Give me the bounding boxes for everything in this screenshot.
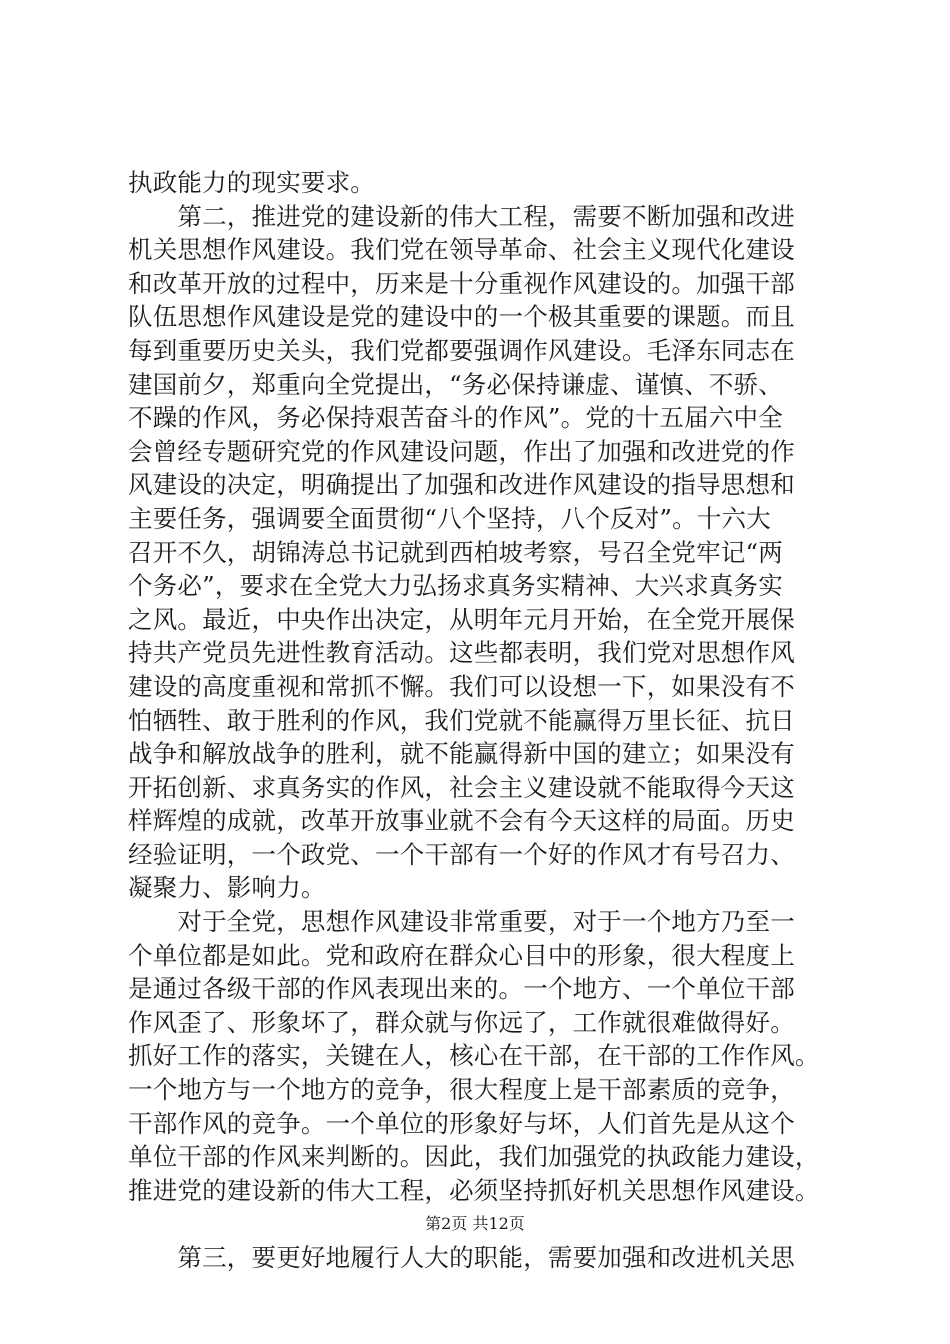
text-line: 建国前夕，郑重向全党提出，“务必保持谦虚、谨慎、不骄、 [128, 369, 783, 399]
text-line: 开拓创新、求真务实的作风，社会主义建设就不能取得今天这 [128, 772, 795, 802]
text-line: 个务必”，要求在全党大力弘扬求真务实精神、大兴求真务实 [128, 571, 783, 601]
text-line: 机关思想作风建设。我们党在领导革命、社会主义现代化建设 [128, 235, 795, 265]
text-line: 凝聚力、影响力。 [128, 873, 326, 903]
text-line: 第三，要更好地履行人大的职能，需要加强和改进机关思 [128, 1243, 795, 1273]
text-line: 每到重要历史关头，我们党都要强调作风建设。毛泽东同志在 [128, 335, 795, 365]
page-footer: 第2页 共12页 [425, 1214, 525, 1233]
text-line: 会曾经专题研究党的作风建设问题，作出了加强和改进党的作 [128, 436, 795, 466]
text-line: 第二，推进党的建设新的伟大工程，需要不断加强和改进 [128, 201, 795, 231]
text-line: 和改革开放的过程中，历来是十分重视作风建设的。加强干部 [128, 268, 795, 298]
text-line: 怕牺牲、敢于胜利的作风，我们党就不能赢得万里长征、抗日 [128, 705, 795, 735]
text-line: 推进党的建设新的伟大工程，必须坚持抓好机关思想作风建设。 [128, 1175, 820, 1205]
text-line: 建设的高度重视和常抓不懈。我们可以设想一下，如果没有不 [128, 671, 795, 701]
text-line: 抓好工作的落实，关键在人，核心在干部，在干部的工作作风。 [128, 1041, 820, 1071]
text-line: 召开不久，胡锦涛总书记就到西柏坡考察，号召全党牢记“两 [128, 537, 783, 567]
text-line: 一个地方与一个地方的竞争，很大程度上是干部素质的竞争， [128, 1075, 795, 1105]
text-line: 个单位都是如此。党和政府在群众心目中的形象，很大程度上 [128, 940, 795, 970]
text-line: 之风。最近，中央作出决定，从明年元月开始，在全党开展保 [128, 604, 795, 634]
text-line: 单位干部的作风来判断的。因此，我们加强党的执政能力建设， [128, 1142, 820, 1172]
text-line: 样辉煌的成就，改革开放事业就不会有今天这样的局面。历史 [128, 806, 795, 836]
text-line: 队伍思想作风建设是党的建设中的一个极其重要的课题。而且 [128, 302, 795, 332]
text-line: 经验证明，一个政党、一个干部有一个好的作风才有号召力、 [128, 839, 795, 869]
text-line: 干部作风的竞争。一个单位的形象好与坏，人们首先是从这个 [128, 1108, 795, 1138]
text-line: 执政能力的现实要求。 [128, 168, 375, 197]
text-line: 战争和解放战争的胜利，就不能赢得新中国的建立；如果没有 [128, 739, 795, 769]
text-line: 是通过各级干部的作风表现出来的。一个地方、一个单位干部 [128, 974, 795, 1004]
text-line: 不躁的作风，务必保持艰苦奋斗的作风”。党的十五届六中全 [128, 403, 783, 433]
document-body [128, 166, 848, 1275]
text-line: 风建设的决定，明确提出了加强和改进作风建设的指导思想和 [128, 470, 795, 500]
text-line: 主要任务，强调要全面贯彻“八个坚持，八个反对”。十六大 [128, 503, 771, 533]
text-line: 作风歪了、形象坏了，群众就与你远了，工作就很难做得好。 [128, 1007, 795, 1037]
text-line: 持共产党员先进性教育活动。这些都表明，我们党对思想作风 [128, 638, 795, 668]
text-line: 对于全党，思想作风建设非常重要，对于一个地方乃至一 [128, 907, 795, 937]
